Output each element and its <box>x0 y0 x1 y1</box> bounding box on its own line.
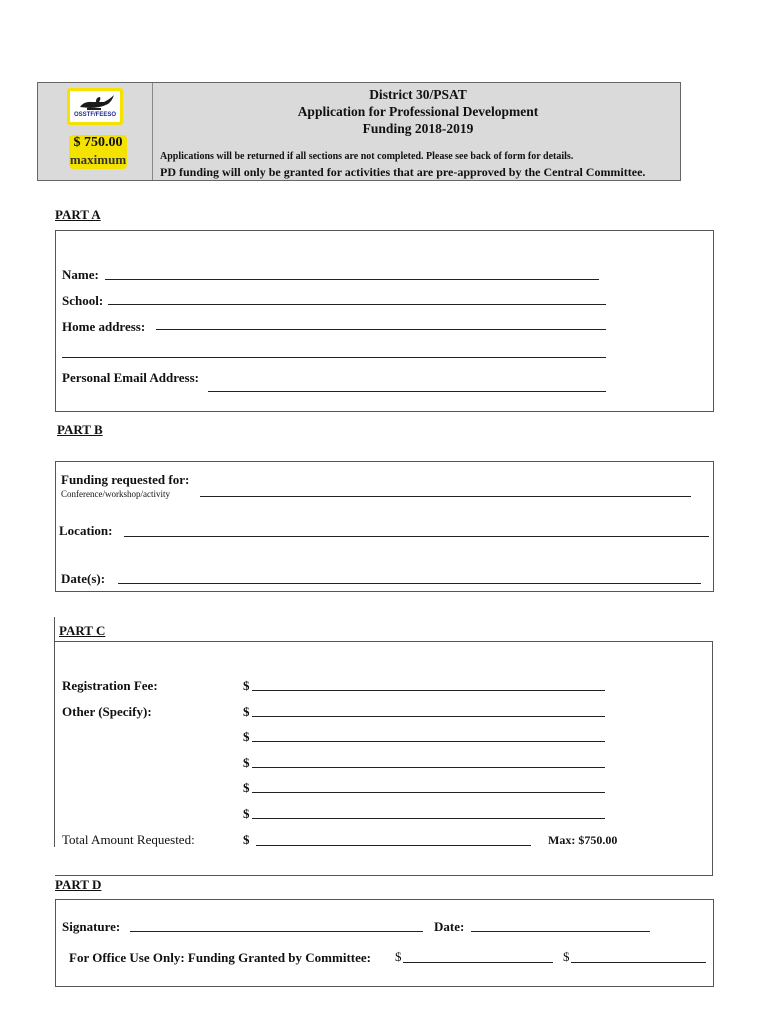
max-amount-badge <box>69 135 127 169</box>
registration-currency: $ <box>243 678 250 693</box>
total-amount-field[interactable] <box>256 845 531 846</box>
funding-sublabel: Conference/workshop/activity <box>61 489 170 499</box>
signature-label: Signature: <box>62 919 121 934</box>
home-address-label: Home address: <box>62 319 146 334</box>
office-use-label: For Office Use Only: Funding Granted by Committee: <box>69 950 371 965</box>
total-amount-label: Total Amount Requested: <box>62 832 195 847</box>
other-specify-label: Other (Specify): <box>62 704 152 719</box>
school-label: School: <box>62 293 104 308</box>
dates-label: Date(s): <box>61 571 106 586</box>
home-address-field[interactable] <box>156 329 606 330</box>
form-header <box>37 82 681 181</box>
other-currency-4: $ <box>243 780 250 795</box>
notice-preapproved: PD funding will only be granted for activities that are pre-approved by the Central Committee. <box>160 165 646 179</box>
other-field-2[interactable] <box>252 741 605 742</box>
part-d-title: PART D <box>55 877 102 892</box>
other-currency-1: $ <box>243 704 250 719</box>
part-a-title: PART A <box>55 207 101 222</box>
title-line-2: Application for Professional Development <box>297 104 539 119</box>
email-label: Personal Email Address: <box>62 370 199 385</box>
logo-text: OSSTF/FEESO <box>73 112 116 118</box>
other-field-3[interactable] <box>252 767 605 768</box>
funding-field[interactable] <box>200 496 691 497</box>
dates-field[interactable] <box>118 583 701 584</box>
other-currency-5: $ <box>243 806 250 821</box>
notice-returned: Applications will be returned if all sections are not completed. Please see back of form for details. <box>160 151 574 162</box>
other-field-1[interactable] <box>252 716 605 717</box>
total-currency: $ <box>243 832 250 847</box>
title-line-1: District 30/PSAT <box>369 87 467 102</box>
date-label: Date: <box>434 919 465 934</box>
max-amount: $ 750.00 <box>73 135 123 150</box>
part-c-title: PART C <box>59 623 106 638</box>
other-currency-3: $ <box>243 755 250 770</box>
funding-label: Funding requested for: <box>61 472 190 487</box>
location-label: Location: <box>59 523 113 538</box>
registration-fee-label: Registration Fee: <box>62 678 158 693</box>
title-line-3: Funding 2018-2019 <box>362 121 474 136</box>
name-label: Name: <box>62 267 99 282</box>
osstf-logo <box>67 88 123 125</box>
part-b-title: PART B <box>57 422 103 437</box>
office-funding-field-1[interactable] <box>403 962 553 963</box>
other-field-5[interactable] <box>252 818 605 819</box>
part-d-box <box>55 899 714 987</box>
location-field[interactable] <box>124 536 709 537</box>
header-divider <box>152 83 153 180</box>
office-currency-2: $ <box>563 949 570 964</box>
max-amount-caption: maximum <box>69 152 127 167</box>
max-amount-note: Max: $750.00 <box>548 833 618 847</box>
email-field[interactable] <box>208 391 606 392</box>
office-funding-field-2[interactable] <box>571 962 706 963</box>
school-field[interactable] <box>108 304 606 305</box>
signature-field[interactable] <box>130 931 423 932</box>
registration-fee-field[interactable] <box>252 690 605 691</box>
other-field-4[interactable] <box>252 792 605 793</box>
logo-lamp-icon <box>70 91 120 122</box>
home-address-field-line-2[interactable] <box>62 357 606 358</box>
other-currency-2: $ <box>243 729 250 744</box>
name-field[interactable] <box>105 279 599 280</box>
office-currency-1: $ <box>395 949 402 964</box>
date-field[interactable] <box>471 931 650 932</box>
